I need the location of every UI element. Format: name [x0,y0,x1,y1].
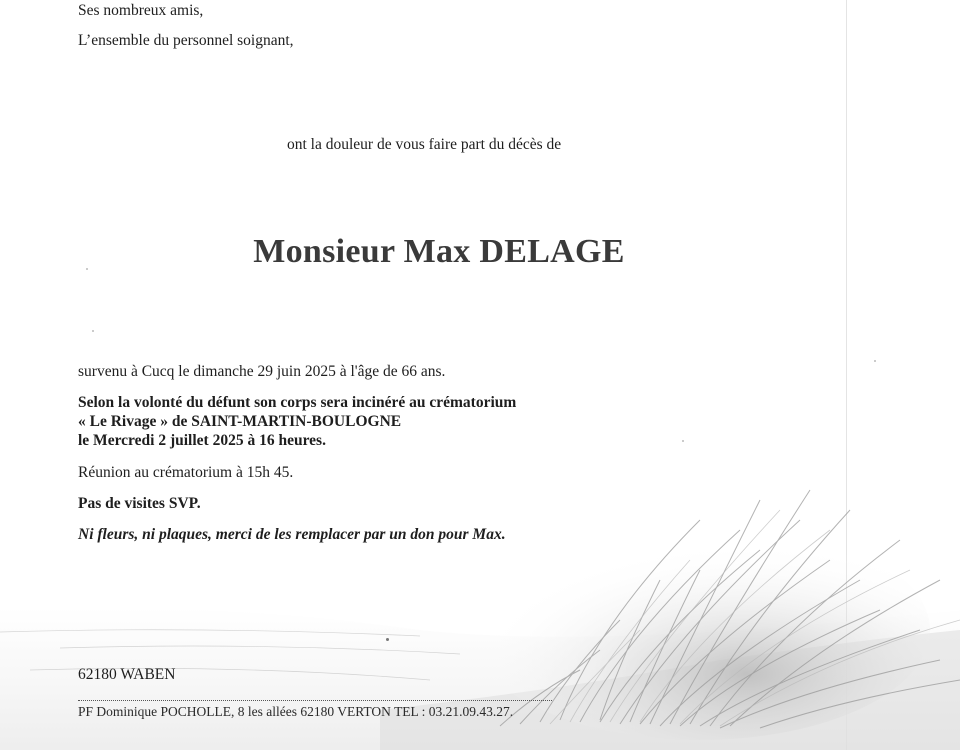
ceremony-line-3: le Mercredi 2 juillet 2025 à 16 heures. [78,432,326,449]
death-notice: survenu à Cucq le dimanche 29 juin 2025 à l'âge de 66 ans. [78,363,446,380]
scan-speck [386,638,389,641]
announcement-text: ont la douleur de vous faire part du décès de [287,136,562,153]
scan-speck [874,360,876,362]
flowers-note: Ni fleurs, ni plaques, merci de les remplacer par un don pour Max. [78,526,506,543]
ceremony-line-1: Selon la volonté du défunt son corps sera incinéré au crématorium [78,394,517,411]
funeral-home-info: PF Dominique POCHOLLE, 8 les allées 62180 VERTON TEL : 03.21.09.43.27. [78,704,514,719]
scan-speck [92,330,94,332]
meeting-info: Réunion au crématorium à 15h 45. [78,464,294,481]
scan-speck [682,440,684,442]
family-address: 62180 WABEN [78,666,176,683]
no-visits-note: Pas de visites SVP. [78,495,201,512]
header-line-friends: Ses nombreux amis, [78,2,204,19]
deceased-name: Monsieur Max DELAGE [253,233,625,270]
ceremony-line-2: « Le Rivage » de SAINT-MARTIN-BOULOGNE [78,413,402,430]
footer-divider [78,700,552,701]
header-line-staff: L’ensemble du personnel soignant, [78,32,294,49]
